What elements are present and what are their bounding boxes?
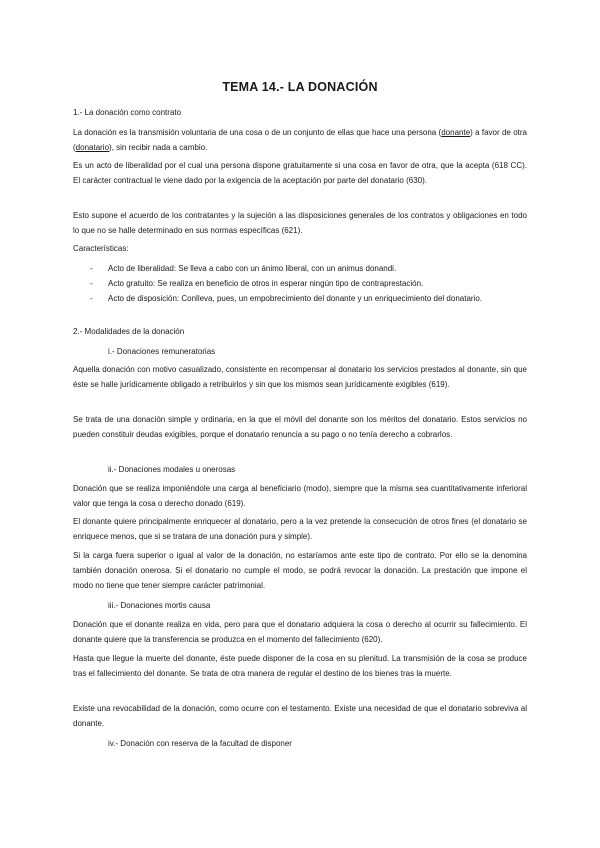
subsection-iv-heading: iv.- Donación con reserva de la facultad de disponer	[108, 739, 292, 748]
list-item-text: Acto de liberalidad: Se lleva a cabo con un ánimo liberal, con un animus donandi.	[108, 264, 397, 273]
section-1-paragraph-1	[73, 125, 527, 155]
subsection-iii-paragraph-2: Hasta que llegue la muerte del donante, éste puede disponer de la cosa en su plenitud. La transmisión de la cosa se produce tras el fallecimiento del donante. Se trata de otra manera de regular el destino de los bienes tras la muerte.	[73, 654, 527, 679]
characteristics-label: Características:	[73, 244, 129, 253]
section-2-heading: 2.- Modalidades de la donación	[73, 327, 185, 336]
donatario-term: donatario	[75, 143, 110, 153]
list-item	[73, 262, 527, 277]
donante-term: donante	[441, 128, 471, 137]
subsection-iii-paragraph-1: Donación que el donante realiza en vida, pero para que el donatario adquiera la cosa o derecho al ocurrir su fallecimiento. El donante quiere que la transferencia se produzca en el momento del fallecimiento (620).	[73, 620, 527, 645]
section-1-paragraph-3: Esto supone el acuerdo de los contratantes y la sujeción a las disposiciones generales de los contratos y obligaciones en todo lo que no se halle determinado en sus normas específicas (621).	[73, 211, 527, 236]
p1-text-b: ) a favor de otra (	[73, 128, 527, 153]
p1-text-a: La donación es la transmisión voluntaria de una cosa o de un conjunto de ellas que hace una persona (	[73, 128, 442, 137]
bullet-dash: -	[90, 294, 93, 303]
bullet-dash: -	[90, 264, 93, 273]
subsection-iii-heading: iii.- Donaciones mortis causa	[108, 601, 211, 610]
subsection-ii-paragraph-3: Si la carga fuera superior o igual al valor de la donación, no estaríamos ante este tipo de contrato. Por ello se la denomina también donación onerosa. Si el donatario no cumple el modo, se podrá revocar la donación. La prestación que impone el modo no tiene que tener siempre carácter patrimonial.	[73, 551, 527, 591]
section-1-heading: 1.- La donación como contrato	[73, 108, 182, 117]
p1-text-c: ), sin recibir nada a cambio.	[109, 143, 208, 153]
subsection-i-heading: i.- Donaciones remuneratorias	[108, 347, 216, 356]
subsection-i-paragraph-2: Se trata de una donación simple y ordinaria, en la que el móvil del donante son los méritos del donatario. Estos servicios no pueden constituir deudas exigibles, porque el donatario renuncia a su pago o no tenía derecho a cobrarlos.	[73, 415, 527, 440]
list-item-text: Acto gratuito: Se realiza en beneficio de otros in esperar ningún tipo de contraprestación.	[108, 279, 424, 288]
subsection-ii-heading: ii.- Donaciones modales u onerosas	[108, 465, 236, 474]
document-title: TEMA 14.- LA DONACIÓN	[222, 80, 378, 94]
bullet-dash: -	[90, 279, 93, 288]
list-item	[73, 292, 527, 322]
subsection-i-paragraph-1: Aquella donación con motivo casualizado, consistente en recompensar al donatario los servicios prestados al donante, sin que éste se halle jurídicamente obligado a retribuirlos y sin que los mismos sean jurídicamente exigibles (619).	[73, 365, 527, 390]
subsection-iii-paragraph-3: Existe una revocabilidad de la donación, como ocurre con el testamento. Existe una necesidad de que el donatario sobreviva al donante.	[73, 704, 527, 729]
list-item	[73, 277, 527, 292]
subsection-ii-paragraph-1: Donación que se realiza imponiéndole una carga al beneficiario (modo), siempre que la misma sea cuantitativamente inferioral valor que tenga la cosa o derecho donado (619).	[73, 484, 527, 509]
section-1-paragraph-2: Es un acto de liberalidad por el cual una persona dispone gratuitamente si una cosa en favor de otra, que la acepta (618 CC). El carácter contractual le viene dado por la exigencia de la aceptación por parte del donatario (630).	[73, 161, 527, 186]
subsection-ii-paragraph-2: El donante quiere principalmente enriquecer al donatario, pero a la vez pretende la consecución de otros fines (el donatario se enriquece menos, que si se tratara de una donación pura y simple).	[73, 517, 527, 542]
list-item-text: Acto de disposición: Conlleva, pues, un empobrecimiento del donante y un enriquecimiento del donatario.	[108, 294, 483, 303]
